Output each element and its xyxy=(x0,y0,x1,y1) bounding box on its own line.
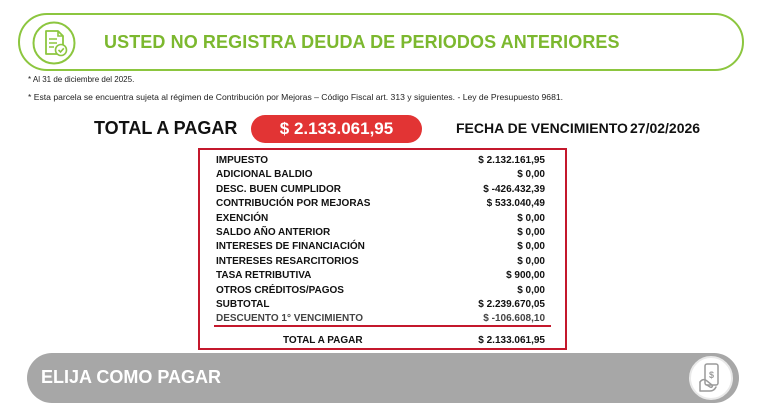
total-label: TOTAL A PAGAR xyxy=(94,118,238,138)
detail-row xyxy=(216,169,545,183)
no-debt-banner xyxy=(18,13,744,71)
detail-row xyxy=(216,227,545,241)
detail-label: INTERESES DE FINANCIACIÓN xyxy=(216,241,365,253)
hand-payment-icon xyxy=(691,358,731,398)
divider xyxy=(214,325,551,327)
detail-row xyxy=(216,155,545,169)
detail-value: $ 0,00 xyxy=(517,241,545,253)
payment-option-button[interactable] xyxy=(689,356,733,400)
due-date-value: 27/02/2026 xyxy=(630,120,701,136)
detail-value: $ 0,00 xyxy=(517,212,545,224)
total-amount-pill: $ 2.133.061,95 xyxy=(251,115,422,143)
detail-value: $ -106.608,10 xyxy=(483,313,545,325)
detail-row xyxy=(216,256,545,270)
detail-row xyxy=(216,285,545,299)
final-total-row xyxy=(216,335,545,349)
detail-value: $ 900,00 xyxy=(506,270,545,282)
detail-label: OTROS CRÉDITOS/PAGOS xyxy=(216,284,344,296)
detail-value: $ 0,00 xyxy=(517,226,545,238)
banner-title: USTED NO REGISTRA DEUDA DE PERIODOS ANTERIORES xyxy=(104,32,620,52)
detail-row xyxy=(216,270,545,284)
document-check-icon xyxy=(32,21,76,65)
detail-label: ADICIONAL BALDIO xyxy=(216,169,313,181)
detail-value: $ 2.239.670,05 xyxy=(478,298,545,310)
detail-value: $ 0,00 xyxy=(517,169,545,181)
svg-text:$: $ xyxy=(708,370,715,380)
final-total-value: $ 2.133.061,95 xyxy=(478,335,545,346)
detail-list xyxy=(216,155,545,328)
detail-row xyxy=(216,213,545,227)
payment-detail-box xyxy=(198,148,567,350)
subtotal-row xyxy=(216,299,545,313)
date-note: * Al 31 de diciembre del 2025. xyxy=(28,75,135,84)
detail-value: $ 0,00 xyxy=(517,255,545,267)
detail-value: $ -426.432,39 xyxy=(483,183,545,195)
detail-row xyxy=(216,241,545,255)
detail-label: SUBTOTAL xyxy=(216,298,270,310)
detail-value: $ 0,00 xyxy=(517,284,545,296)
final-total-label: TOTAL A PAGAR xyxy=(283,335,363,346)
regime-note: * Esta parcela se encuentra sujeta al régimen de Contribución por Mejoras – Código Fiscal art. 313 y siguientes. - Ley de Presupuesto 9681. xyxy=(28,92,564,102)
detail-label: IMPUESTO xyxy=(216,155,269,166)
detail-value: $ 2.132.161,95 xyxy=(478,155,545,166)
detail-row xyxy=(216,198,545,212)
detail-label: SALDO AÑO ANTERIOR xyxy=(216,226,331,238)
detail-label: CONTRIBUCIÓN POR MEJORAS xyxy=(216,198,371,210)
detail-label: TASA RETRIBUTIVA xyxy=(216,270,312,282)
detail-label: DESC. BUEN CUMPLIDOR xyxy=(216,183,342,195)
choose-payment-bar[interactable] xyxy=(27,353,739,403)
due-date-label: FECHA DE VENCIMIENTO xyxy=(456,120,628,136)
choose-payment-title: ELIJA COMO PAGAR xyxy=(41,367,222,387)
detail-label: DESCUENTO 1° VENCIMIENTO xyxy=(216,313,363,325)
detail-label: INTERESES RESARCITORIOS xyxy=(216,255,359,267)
detail-label: EXENCIÓN xyxy=(216,212,269,224)
detail-row xyxy=(216,184,545,198)
detail-value: $ 533.040,49 xyxy=(486,198,545,210)
